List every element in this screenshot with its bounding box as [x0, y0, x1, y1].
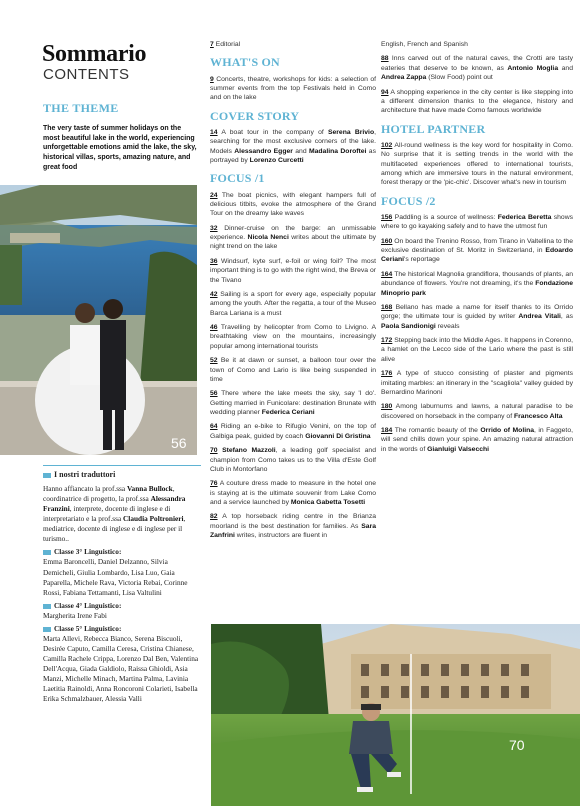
translators-heading: I nostri traduttori [43, 465, 201, 480]
entry-156: 156 Paddling is a source of wellness: Federica Beretta shows where to go kayaking safely and to have the utmost fun [381, 213, 574, 231]
photo1-page-number: 56 [171, 435, 187, 451]
section-focus-1: FOCUS /1 [210, 171, 265, 186]
entry-184: 184 The romantic beauty of the Orrido of Molina, in Faggeto, will send chills down your spine. An amazing natural attraction in the words of Gianluigi Valsecchi [381, 427, 573, 453]
class5-names: Marta Allevi, Rebecca Bianco, Serena Biscuoli, Desirée Caputo, Camilla Ceresa, Cristina Chianese, Camilla Rachele Crippa, Lorenzo Dal Ben, Valentina Dell'Acqua, Giada Galdiolo, Raissa Ghioldi, Asia Manzi, Michelle Minach, Martina Palma, Lavinia Laetitia Rainoldi, Anna Roncoroni Colarieti, Isabella Erika Schmalzbauer, Alessia Valli [43, 633, 199, 704]
theme-heading: THE THEME [43, 101, 119, 115]
entry-14: 14 A boat tour in the company of Serena Brivio, searching for the most exclusive corners of the lake. Models Alessandro Egger and Madalina Doroftei as portrayed by Lorenzo Curcetti [210, 128, 376, 164]
page-title: Sommario [42, 41, 147, 67]
entry-82-continued: English, French and Spanish [381, 41, 468, 48]
square-bullet-icon [43, 550, 51, 555]
translators-intro: Hanno affiancato la prof.ssa Vanna Bullock, coordinatrice di progetto, la prof.ssa Alessandra Franzini, interprete, docente di inglese e di interpretariato e la prof.ssa Claudia Poltronieri, mediatrice, docente di inglese e di inglese per il turismo.. [43, 484, 186, 544]
entry-64: 64 Riding an e-bike to Rifugio Venini, on the top of Galbiga peak, guided by coach Giovanni Di Gristina [210, 423, 376, 440]
translators-box [43, 465, 201, 704]
entry-42: 42 Sailing is a sport for every age, especially popular among the youth. After the regatta, a tour of the Museo Barca Lariana is a must [210, 290, 376, 317]
entry-94: 94 A shopping experience in the city center is like stepping into a different dimension thanks to the elegance, history and architecture that have made Como famous worldwide [381, 88, 573, 115]
contents-column-3 [381, 40, 573, 459]
contents-column-2 [210, 40, 376, 546]
entry-168: 168 Bellano has made a name for itself thanks to its Orrido gorge; the ultimate tour is guided by writer Andrea Vitali, as Paola Sandionigi reveals [381, 303, 573, 330]
entry-88: 88 Inns carved out of the natural caves, the Crotti are tasty eateries that deserve to be known, as Antonio Moglia and Andrea Zappa (Slow Food) point out [381, 55, 573, 82]
entry-52: 52 Be it at dawn or sunset, a balloon tour over the town of Como and Lario is like being suspended in time [210, 357, 376, 383]
entry-7: 7 Editorial [210, 41, 241, 48]
square-bullet-icon [43, 473, 51, 478]
class3-label: Classe 3° Linguistico: [43, 547, 201, 557]
square-bullet-icon [43, 604, 51, 609]
entry-102: 102 All-round wellness is the key word for hospitality in Como. No surprise that it is setting trends in the world with the multifaceted experiences offered to international tourists, among which are immersive tours in the natural environment, forest therapy or the 'pic-chic'. Discover what's new in tourism [381, 141, 573, 187]
entry-36: 36 Windsurf, kyte surf, e-foil or wing foil? The most important thing is to go with the right wind, the Breva or the Tivano [210, 257, 376, 284]
entry-70: 70 Stefano Mazzoli, a leading golf specialist and champion from Como takes us to the Villa d'Este Golf Club in Montorfano [210, 447, 376, 473]
entry-24: 24 The boat picnics, with elegant hampers full of delicious titbits, evoke the atmosphere of the Grand Tour on the dreamy lake waves [210, 191, 376, 218]
entry-32: 32 Dinner-cruise on the barge: an unmissable experience. Nicola Nenci writes about the ultimate by night trend on the lake [210, 224, 377, 251]
class4-names: Margherita Irene Fabi [43, 610, 107, 620]
entry-76: 76 A couture dress made to measure in the hotel one is staying at is the ultimate souvenir from Lake Como and a service launched by Monica Gabetta Tosetti [210, 480, 376, 507]
entry-180: 180 Among laburnums and lawns, a natural paradise to be discovered on horseback in the company of Francesco Alta [381, 403, 573, 420]
section-whats-on: WHAT'S ON [210, 55, 280, 70]
class3-names: Emma Baroncelli, Daniel Delzanno, Silvia Demicheli, Giulia Lombardo, Lisa Luo, Gaia Paparella, Michele Rava, Victoria Rebai, Corinne Rossi, Fabiana Tettamanti, Lisa Valtulini [43, 557, 188, 597]
entry-56: 56 There where the lake meets the sky, say 'I do'. Getting married in Funicolare: destination Brunate with wedding planner Federica Ceriani [210, 390, 376, 417]
entry-82: 82 A top horseback riding centre in the Brianza moorland is the best destination for families. As Sara Zanfrini writes, instructors are fluent in [210, 513, 376, 540]
entry-160: 160 On board the Trenino Rosso, from Tirano in Valtellina to the exclusive destination of St. Moritz in Switzerland, in Edoardo Ceriani's reportage [381, 237, 573, 264]
wedding-photo [0, 185, 197, 455]
photo2-page-number: 70 [509, 737, 525, 753]
golf-photo [211, 624, 580, 806]
entry-9: 9 Concerts, theatre, workshops for kids: a selection of summer events from the top Festivals held in Como and on the lake [210, 75, 376, 102]
class4-label: Classe 4° Linguistico: [43, 601, 201, 611]
theme-text: The very taste of summer holidays on the most beautiful lake in the world, experiencing unforgettable emotions amid the lake, the sky, historical villas, sports, amazing nature, and great food [43, 125, 197, 171]
square-bullet-icon [43, 627, 51, 632]
entry-176: 176 A type of stucco consisting of plaster and pigments imitating marbles: an itinerary in the "scagliola" valley guided by Bernardino Marinoni [381, 370, 573, 396]
entry-164: 164 The historical Magnolia grandiflora, thousands of plants, an abundance of flowers. You're not dreaming, it's the Fondazione Minoprio park [381, 270, 573, 297]
section-hotel-partner: HOTEL PARTNER [381, 121, 486, 136]
entry-46: 46 Travelling by helicopter from Como to Livigno. A breathtaking view on the mountains, increasingly popular among international tourists [210, 324, 376, 350]
section-focus-2: FOCUS /2 [381, 193, 436, 208]
golf-photo-illustration [211, 624, 580, 806]
page-subtitle: CONTENTS [43, 66, 130, 83]
wedding-photo-illustration [0, 185, 197, 455]
section-cover-story: COVER STORY [210, 108, 300, 123]
entry-172: 172 Stepping back into the Middle Ages. It happens in Corenno, a hamlet on the Lecco side of the Lario where the past is still alive [381, 337, 573, 363]
class5-label: Classe 5° Linguistico: [43, 624, 201, 634]
